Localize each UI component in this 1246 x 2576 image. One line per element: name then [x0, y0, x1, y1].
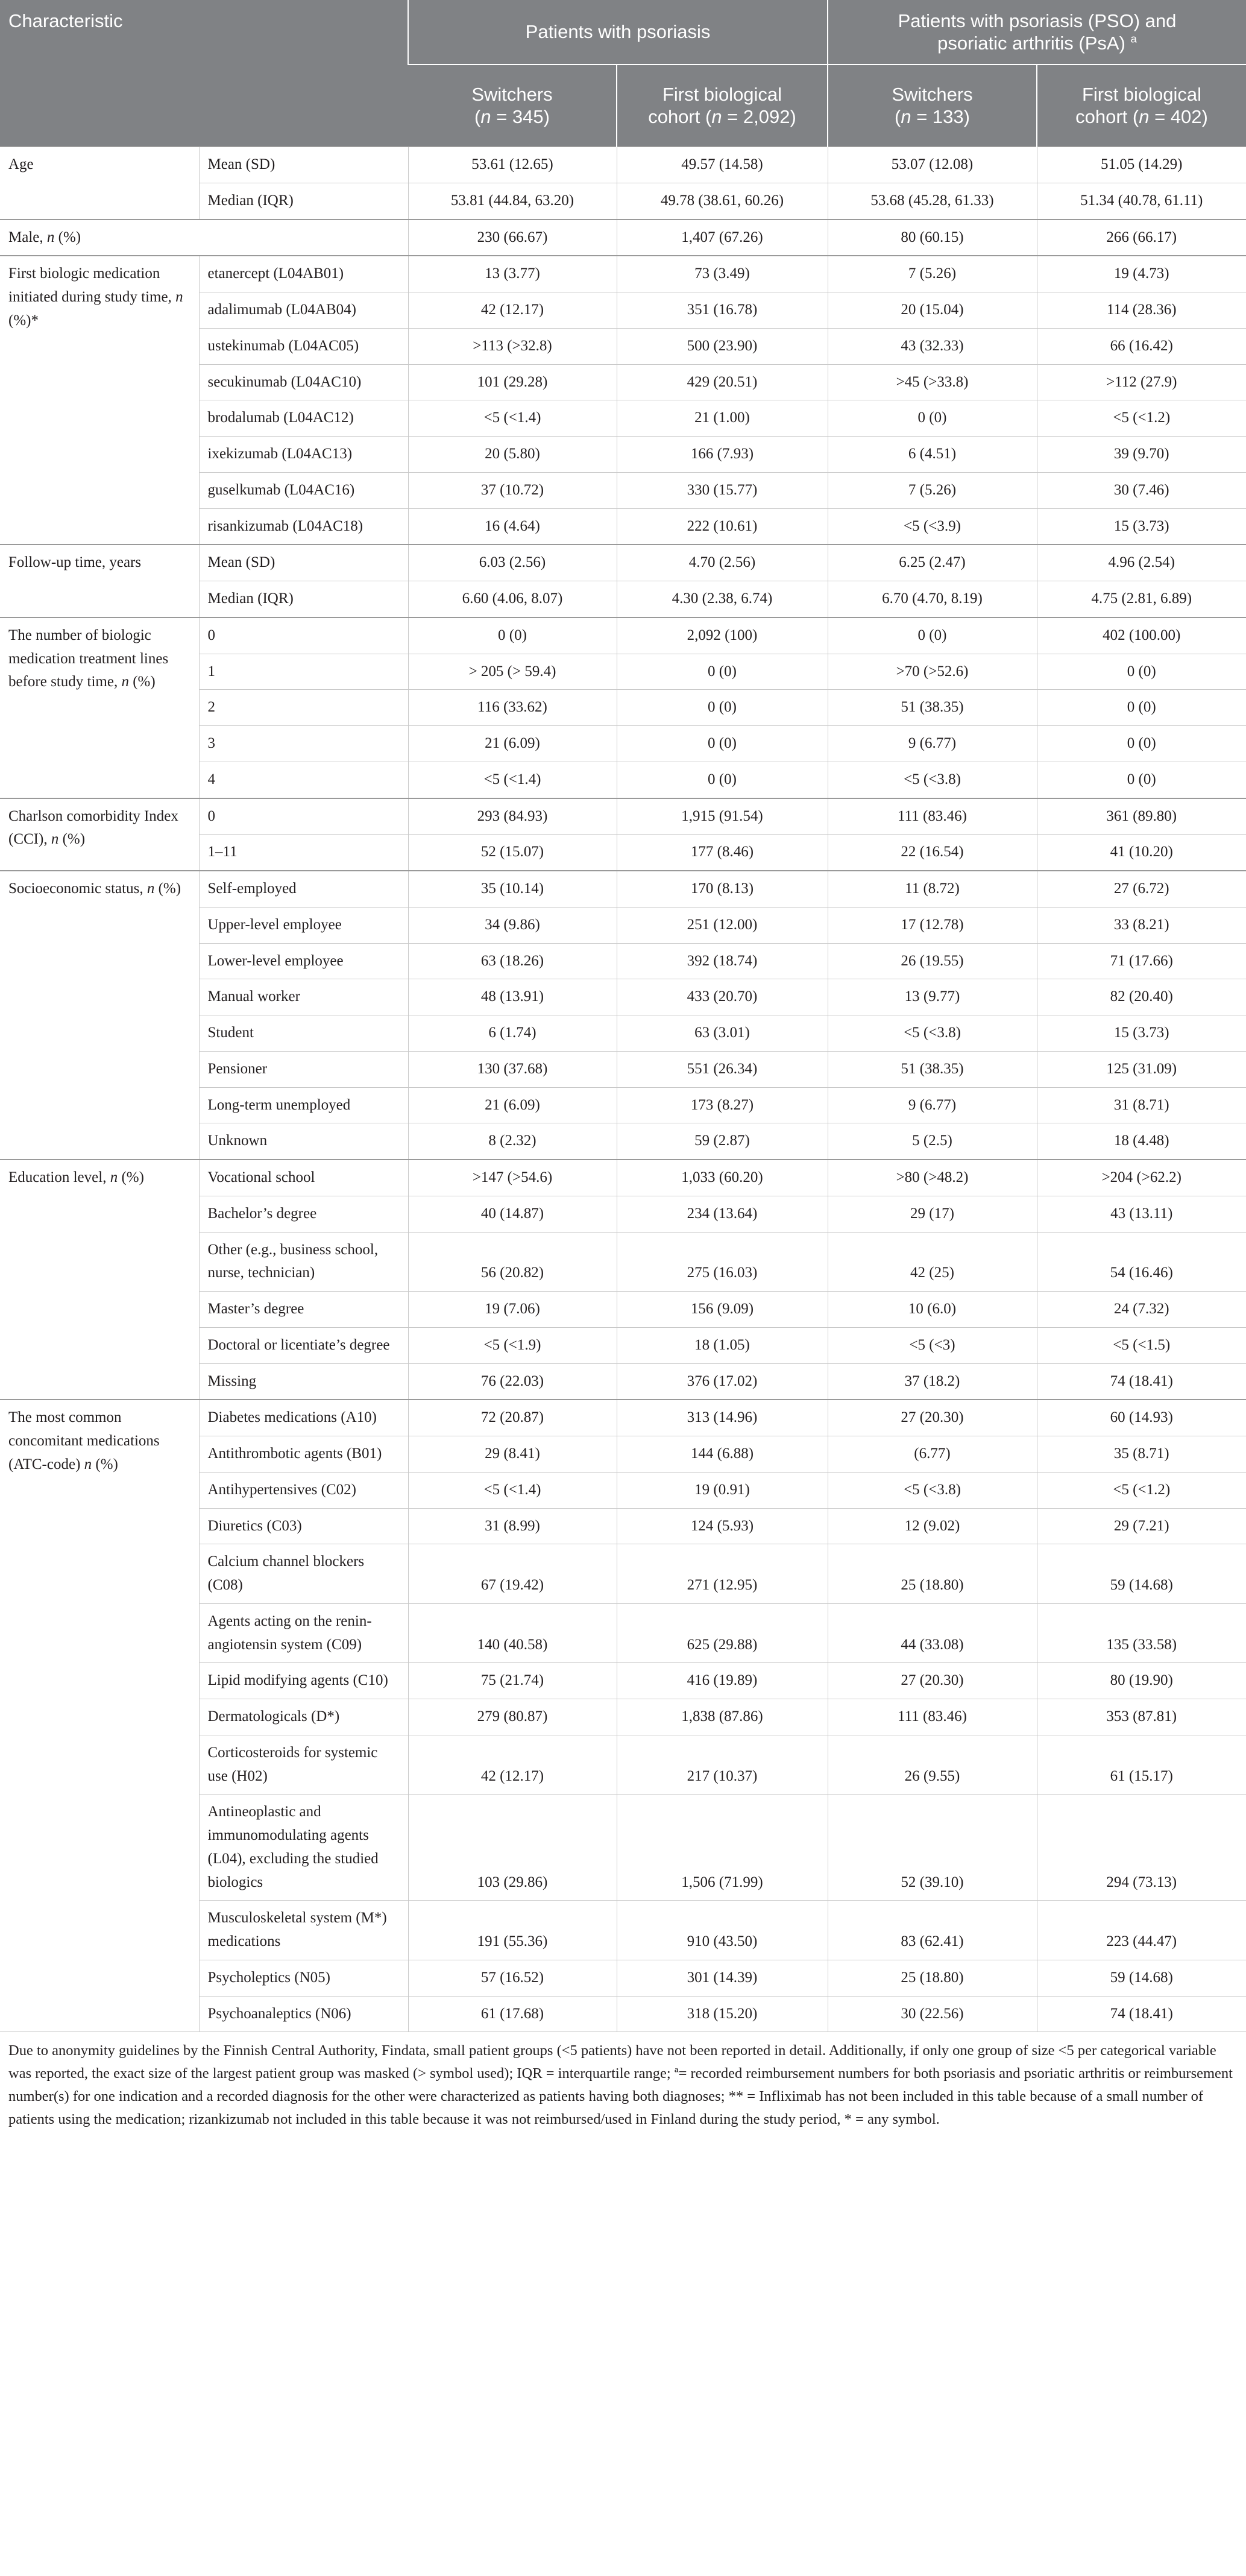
psa-first-bio-cell: <5 (<1.2) [1037, 400, 1246, 437]
psa-first-bio-cell: 19 (4.73) [1037, 256, 1246, 292]
psa-first-bio-cell: 33 (8.21) [1037, 907, 1246, 943]
subcategory-label: ixekizumab (L04AC13) [199, 437, 408, 473]
pso-switchers-cell: 116 (33.62) [408, 690, 617, 726]
psa-switchers-cell: 43 (32.33) [828, 328, 1037, 364]
psa-first-bio-cell: 51.05 (14.29) [1037, 147, 1246, 183]
pso-switchers-cell: <5 (<1.4) [408, 400, 617, 437]
pso-first-bio-cell: 376 (17.02) [617, 1363, 828, 1400]
pso-first-bio-cell: 625 (29.88) [617, 1603, 828, 1663]
characteristic-label: First biologic medication initiated during study time, n (%)* [0, 256, 199, 545]
psa-switchers-cell: 53.68 (45.28, 61.33) [828, 183, 1037, 219]
pso-switchers-cell: 53.61 (12.65) [408, 147, 617, 183]
header-pso-switchers: Switchers (n = 345) [408, 65, 617, 147]
psa-switchers-cell: 7 (5.26) [828, 472, 1037, 508]
pso-first-bio-cell: 0 (0) [617, 690, 828, 726]
psa-switchers-cell: >70 (>52.6) [828, 654, 1037, 690]
psa-switchers-cell: 25 (18.80) [828, 1544, 1037, 1604]
header-psa-first-bio [1037, 65, 1246, 147]
subcategory-label: Mean (SD) [199, 545, 408, 581]
subcategory-label: Antihypertensives (C02) [199, 1472, 408, 1508]
table-row [0, 1160, 1246, 1196]
psa-first-bio-cell: 74 (18.41) [1037, 1996, 1246, 2032]
psa-first-bio-cell: 66 (16.42) [1037, 328, 1246, 364]
psa-first-bio-cell: 4.96 (2.54) [1037, 545, 1246, 581]
subcategory-label: Other (e.g., business school, nurse, technician) [199, 1232, 408, 1292]
subcategory-label: ustekinumab (L04AC05) [199, 328, 408, 364]
characteristic-label: The most common concomitant medications (ATC-code) n (%) [0, 1400, 199, 2032]
subcategory-label: Long-term unemployed [199, 1087, 408, 1123]
subcategory-label: Vocational school [199, 1160, 408, 1196]
psa-first-bio-cell: 402 (100.00) [1037, 617, 1246, 654]
pso-first-bio-cell: 222 (10.61) [617, 508, 828, 545]
subcategory-label: 3 [199, 726, 408, 762]
subcategory-label: Median (IQR) [199, 183, 408, 219]
psa-first-bio-cell: 39 (9.70) [1037, 437, 1246, 473]
subcategory-label: risankizumab (L04AC18) [199, 508, 408, 545]
psa-switchers-cell: >80 (>48.2) [828, 1160, 1037, 1196]
psa-switchers-cell: 27 (20.30) [828, 1663, 1037, 1699]
psa-switchers-cell: (6.77) [828, 1436, 1037, 1473]
pso-first-bio-cell: 301 (14.39) [617, 1960, 828, 1996]
psa-first-bio-cell: 294 (73.13) [1037, 1795, 1246, 1901]
subcategory-label: Diuretics (C03) [199, 1508, 408, 1544]
pso-switchers-cell: 63 (18.26) [408, 943, 617, 979]
subcategory-label: Antineoplastic and immunomodulating agents (L04), excluding the studied biologics [199, 1795, 408, 1901]
pso-first-bio-cell: 49.78 (38.61, 60.26) [617, 183, 828, 219]
header-n-label: n [480, 106, 491, 127]
pso-switchers-cell: 61 (17.68) [408, 1996, 617, 2032]
header-psa-switchers: Switchers (n = 133) [828, 65, 1037, 147]
subcategory-label: Pensioner [199, 1051, 408, 1087]
pso-first-bio-cell: 0 (0) [617, 654, 828, 690]
psa-first-bio-cell: 4.75 (2.81, 6.89) [1037, 581, 1246, 617]
table-row [0, 617, 1246, 654]
psa-switchers-cell: 6.25 (2.47) [828, 545, 1037, 581]
header-pso-switchers-label: Switchers [471, 83, 553, 105]
psa-first-bio-cell: 82 (20.40) [1037, 979, 1246, 1015]
pso-switchers-cell: 48 (13.91) [408, 979, 617, 1015]
subcategory-label: Bachelor’s degree [199, 1196, 408, 1232]
characteristic-label: Follow-up time, years [0, 545, 199, 617]
header-psa-switchers-label: Switchers [892, 83, 973, 105]
psa-switchers-cell: 30 (22.56) [828, 1996, 1037, 2032]
pso-first-bio-cell: 318 (15.20) [617, 1996, 828, 2032]
pso-switchers-cell: 293 (84.93) [408, 798, 617, 835]
pso-switchers-cell: 101 (29.28) [408, 364, 617, 400]
header-pso-first-bio [617, 65, 828, 147]
table-row [0, 1400, 1246, 1436]
psa-first-bio-cell: 0 (0) [1037, 762, 1246, 798]
subcategory-label: Missing [199, 1363, 408, 1400]
pso-first-bio-cell: 217 (10.37) [617, 1735, 828, 1795]
pso-switchers-cell: 76 (22.03) [408, 1363, 617, 1400]
psa-first-bio-cell: 135 (33.58) [1037, 1603, 1246, 1663]
psa-switchers-cell: 51 (38.35) [828, 1051, 1037, 1087]
subcategory-label: 1–11 [199, 835, 408, 871]
subcategory-label: Master’s degree [199, 1292, 408, 1328]
psa-first-bio-cell: 61 (15.17) [1037, 1735, 1246, 1795]
header-group-psa-sup: a [1130, 32, 1137, 45]
pso-first-bio-cell: 0 (0) [617, 762, 828, 798]
pso-switchers-cell: 52 (15.07) [408, 835, 617, 871]
psa-switchers-cell: 17 (12.78) [828, 907, 1037, 943]
subcategory-label: 4 [199, 762, 408, 798]
pso-switchers-cell: 53.81 (44.84, 63.20) [408, 183, 617, 219]
pso-switchers-cell: >147 (>54.6) [408, 1160, 617, 1196]
subcategory-label: Doctoral or licentiate’s degree [199, 1327, 408, 1363]
pso-switchers-cell: 37 (10.72) [408, 472, 617, 508]
subcategory-label: etanercept (L04AB01) [199, 256, 408, 292]
header-group-psa-line2: psoriatic arthritis (PsA) [937, 33, 1125, 54]
pso-first-bio-cell: 18 (1.05) [617, 1327, 828, 1363]
psa-first-bio-cell: 54 (16.46) [1037, 1232, 1246, 1292]
psa-switchers-cell: 111 (83.46) [828, 1699, 1037, 1735]
psa-switchers-cell: 0 (0) [828, 400, 1037, 437]
psa-first-bio-cell: 59 (14.68) [1037, 1960, 1246, 1996]
psa-first-bio-cell: 27 (6.72) [1037, 871, 1246, 907]
pso-switchers-cell: 13 (3.77) [408, 256, 617, 292]
psa-first-bio-cell: 43 (13.11) [1037, 1196, 1246, 1232]
psa-first-bio-cell: <5 (<1.2) [1037, 1472, 1246, 1508]
psa-switchers-cell: 0 (0) [828, 617, 1037, 654]
subcategory-label: 0 [199, 798, 408, 835]
psa-first-bio-cell: 51.34 (40.78, 61.11) [1037, 183, 1246, 219]
psa-first-bio-cell: 60 (14.93) [1037, 1400, 1246, 1436]
pso-switchers-cell: 20 (5.80) [408, 437, 617, 473]
pso-switchers-cell: 130 (37.68) [408, 1051, 617, 1087]
psa-first-bio-cell: 71 (17.66) [1037, 943, 1246, 979]
header-group-psa-line1: Patients with psoriasis (PSO) and [898, 10, 1177, 31]
pso-switchers-cell: 72 (20.87) [408, 1400, 617, 1436]
pso-switchers-cell: >113 (>32.8) [408, 328, 617, 364]
subcategory-label: 0 [199, 617, 408, 654]
table-row [0, 147, 1246, 183]
subcategory-label: Median (IQR) [199, 581, 408, 617]
psa-first-bio-cell: 0 (0) [1037, 726, 1246, 762]
pso-switchers-cell: 191 (55.36) [408, 1901, 617, 1960]
subcategory-label: Lipid modifying agents (C10) [199, 1663, 408, 1699]
pso-switchers-cell: 40 (14.87) [408, 1196, 617, 1232]
header-group-psoriasis-psa [828, 0, 1246, 65]
subcategory-label: 1 [199, 654, 408, 690]
subcategory-label: Unknown [199, 1123, 408, 1160]
pso-first-bio-cell: 1,915 (91.54) [617, 798, 828, 835]
psa-first-bio-cell: 266 (66.17) [1037, 219, 1246, 256]
pso-first-bio-cell: 63 (3.01) [617, 1015, 828, 1052]
psa-first-bio-cell: 15 (3.73) [1037, 1015, 1246, 1052]
psa-switchers-cell: 10 (6.0) [828, 1292, 1037, 1328]
psa-first-bio-cell: 74 (18.41) [1037, 1363, 1246, 1400]
psa-first-bio-cell: 80 (19.90) [1037, 1663, 1246, 1699]
table-row [0, 256, 1246, 292]
pso-first-bio-cell: 4.70 (2.56) [617, 545, 828, 581]
header-first-bio-line2: cohort ( [1075, 106, 1139, 127]
psa-first-bio-cell: 41 (10.20) [1037, 835, 1246, 871]
subcategory-label: brodalumab (L04AC12) [199, 400, 408, 437]
pso-switchers-cell: 6.60 (4.06, 8.07) [408, 581, 617, 617]
pso-switchers-cell: 8 (2.32) [408, 1123, 617, 1160]
pso-switchers-cell: 35 (10.14) [408, 871, 617, 907]
pso-first-bio-cell: 0 (0) [617, 726, 828, 762]
header-first-bio-line1: First biological [662, 83, 782, 105]
psa-first-bio-cell: >112 (27.9) [1037, 364, 1246, 400]
characteristic-label: Age [0, 147, 199, 219]
header-group-psoriasis: Patients with psoriasis [408, 0, 828, 65]
pso-first-bio-cell: 1,033 (60.20) [617, 1160, 828, 1196]
header-n-label: n [711, 106, 722, 127]
pso-switchers-cell: 57 (16.52) [408, 1960, 617, 1996]
psa-switchers-cell: <5 (<3.8) [828, 1015, 1037, 1052]
pso-switchers-cell: 0 (0) [408, 617, 617, 654]
header-psa-switchers-n: = 133) [911, 106, 970, 127]
subcategory-label: Mean (SD) [199, 147, 408, 183]
pso-first-bio-cell: 49.57 (14.58) [617, 147, 828, 183]
pso-first-bio-cell: 392 (18.74) [617, 943, 828, 979]
psa-switchers-cell: 7 (5.26) [828, 256, 1037, 292]
pso-first-bio-cell: 433 (20.70) [617, 979, 828, 1015]
psa-first-bio-cell: 114 (28.36) [1037, 292, 1246, 329]
psa-switchers-cell: 12 (9.02) [828, 1508, 1037, 1544]
header-first-bio-line1: First biological [1081, 83, 1202, 105]
psa-switchers-cell: 6.70 (4.70, 8.19) [828, 581, 1037, 617]
pso-first-bio-cell: 59 (2.87) [617, 1123, 828, 1160]
table-footnote: Due to anonymity guidelines by the Finnish Central Authority, Findata, small patient groups (<5 patients) have not been reported in detail. Additionally, if only one group of size <5 per categorical variable was reported, the exact size of the largest patient group was masked (> symbol used); IQR = interquartile range; ª= recorded reimbursement numbers for both psoriasis and psoriatic arthritis or reimbursement number(s) for one indication and a recorded diagnosis for the other were characterized as patients having both diagnoses; ** = Infliximab has not been included in this table because of a small number of patients using the medication; rizankizumab not included in this table because it was not reimbursed/used in Finland during the study period, * = any symbol. [8, 2042, 1233, 2128]
psa-switchers-cell: <5 (<3.9) [828, 508, 1037, 545]
psa-switchers-cell: 13 (9.77) [828, 979, 1037, 1015]
pso-switchers-cell: <5 (<1.4) [408, 1472, 617, 1508]
header-pso-first-n: = 2,092) [722, 106, 796, 127]
psa-switchers-cell: 11 (8.72) [828, 871, 1037, 907]
pso-switchers-cell: 56 (20.82) [408, 1232, 617, 1292]
psa-switchers-cell: <5 (<3.8) [828, 1472, 1037, 1508]
table-row [0, 545, 1246, 581]
characteristic-label: Socioeconomic status, n (%) [0, 871, 199, 1160]
pso-first-bio-cell: 271 (12.95) [617, 1544, 828, 1604]
pso-first-bio-cell: 170 (8.13) [617, 871, 828, 907]
psa-first-bio-cell: 223 (44.47) [1037, 1901, 1246, 1960]
pso-first-bio-cell: 1,838 (87.86) [617, 1699, 828, 1735]
psa-first-bio-cell: 30 (7.46) [1037, 472, 1246, 508]
subcategory-label: guselkumab (L04AC16) [199, 472, 408, 508]
header-psa-first-n: = 402) [1149, 106, 1208, 127]
subcategory-label: Psycholeptics (N05) [199, 1960, 408, 1996]
header-n-label: n [901, 106, 911, 127]
psa-switchers-cell: 42 (25) [828, 1232, 1037, 1292]
psa-switchers-cell: 80 (60.15) [828, 219, 1037, 256]
subcategory-label: Lower-level employee [199, 943, 408, 979]
psa-switchers-cell: 26 (9.55) [828, 1735, 1037, 1795]
pso-first-bio-cell: 2,092 (100) [617, 617, 828, 654]
psa-switchers-cell: <5 (<3) [828, 1327, 1037, 1363]
pso-first-bio-cell: 313 (14.96) [617, 1400, 828, 1436]
pso-switchers-cell: 140 (40.58) [408, 1603, 617, 1663]
psa-switchers-cell: 53.07 (12.08) [828, 147, 1037, 183]
pso-first-bio-cell: 416 (19.89) [617, 1663, 828, 1699]
subcategory-label: Diabetes medications (A10) [199, 1400, 408, 1436]
pso-first-bio-cell: 166 (7.93) [617, 437, 828, 473]
characteristic-label: Charlson comorbidity Index (CCI), n (%) [0, 798, 199, 871]
pso-first-bio-cell: 173 (8.27) [617, 1087, 828, 1123]
pso-first-bio-cell: 1,506 (71.99) [617, 1795, 828, 1901]
pso-first-bio-cell: 144 (6.88) [617, 1436, 828, 1473]
psa-switchers-cell: 52 (39.10) [828, 1795, 1037, 1901]
psa-first-bio-cell: 35 (8.71) [1037, 1436, 1246, 1473]
subcategory-label: Antithrombotic agents (B01) [199, 1436, 408, 1473]
pso-switchers-cell: 75 (21.74) [408, 1663, 617, 1699]
header-n-label: n [1139, 106, 1150, 127]
pso-first-bio-cell: 4.30 (2.38, 6.74) [617, 581, 828, 617]
pso-switchers-cell: 103 (29.86) [408, 1795, 617, 1901]
psa-first-bio-cell: 29 (7.21) [1037, 1508, 1246, 1544]
subcategory-label: Upper-level employee [199, 907, 408, 943]
psa-first-bio-cell: 353 (87.81) [1037, 1699, 1246, 1735]
psa-first-bio-cell: 31 (8.71) [1037, 1087, 1246, 1123]
characteristic-label: The number of biologic medication treatment lines before study time, n (%) [0, 617, 199, 798]
psa-switchers-cell: 20 (15.04) [828, 292, 1037, 329]
pso-switchers-cell: 42 (12.17) [408, 292, 617, 329]
pso-switchers-cell: 16 (4.64) [408, 508, 617, 545]
subcategory-label: Agents acting on the renin-angiotensin system (C09) [199, 1603, 408, 1663]
subcategory-label: Dermatologicals (D*) [199, 1699, 408, 1735]
header-characteristic: Characteristic [0, 0, 408, 147]
pso-switchers-cell: 21 (6.09) [408, 1087, 617, 1123]
pso-switchers-cell: 6 (1.74) [408, 1015, 617, 1052]
pso-first-bio-cell: 156 (9.09) [617, 1292, 828, 1328]
pso-switchers-cell: 230 (66.67) [408, 219, 617, 256]
psa-switchers-cell: 25 (18.80) [828, 1960, 1037, 1996]
psa-first-bio-cell: 15 (3.73) [1037, 508, 1246, 545]
subcategory-label: secukinumab (L04AC10) [199, 364, 408, 400]
subcategory-label: 2 [199, 690, 408, 726]
psa-switchers-cell: 5 (2.5) [828, 1123, 1037, 1160]
table-row [0, 219, 1246, 256]
psa-switchers-cell: 51 (38.35) [828, 690, 1037, 726]
table-body [0, 147, 1246, 2032]
psa-switchers-cell: 6 (4.51) [828, 437, 1037, 473]
characteristic-label: Male, n (%) [0, 219, 408, 256]
pso-switchers-cell: 21 (6.09) [408, 726, 617, 762]
subcategory-label: Musculoskeletal system (M*) medications [199, 1901, 408, 1960]
psa-switchers-cell: 9 (6.77) [828, 1087, 1037, 1123]
psa-switchers-cell: 83 (62.41) [828, 1901, 1037, 1960]
psa-first-bio-cell: 59 (14.68) [1037, 1544, 1246, 1604]
pso-first-bio-cell: 1,407 (67.26) [617, 219, 828, 256]
pso-first-bio-cell: 351 (16.78) [617, 292, 828, 329]
pso-first-bio-cell: 910 (43.50) [617, 1901, 828, 1960]
pso-first-bio-cell: 429 (20.51) [617, 364, 828, 400]
psa-switchers-cell: 29 (17) [828, 1196, 1037, 1232]
pso-switchers-cell: 31 (8.99) [408, 1508, 617, 1544]
pso-switchers-cell: 29 (8.41) [408, 1436, 617, 1473]
psa-switchers-cell: 9 (6.77) [828, 726, 1037, 762]
pso-first-bio-cell: 21 (1.00) [617, 400, 828, 437]
psa-switchers-cell: 27 (20.30) [828, 1400, 1037, 1436]
table-row [0, 798, 1246, 835]
pso-switchers-cell: 6.03 (2.56) [408, 545, 617, 581]
psa-first-bio-cell: 24 (7.32) [1037, 1292, 1246, 1328]
subcategory-label: adalimumab (L04AB04) [199, 292, 408, 329]
pso-switchers-cell: 42 (12.17) [408, 1735, 617, 1795]
subcategory-label: Self-employed [199, 871, 408, 907]
pso-switchers-cell: <5 (<1.4) [408, 762, 617, 798]
pso-switchers-cell: 19 (7.06) [408, 1292, 617, 1328]
subcategory-label: Calcium channel blockers (C08) [199, 1544, 408, 1604]
subcategory-label: Manual worker [199, 979, 408, 1015]
psa-first-bio-cell: 125 (31.09) [1037, 1051, 1246, 1087]
psa-first-bio-cell: 18 (4.48) [1037, 1123, 1246, 1160]
pso-switchers-cell: <5 (<1.9) [408, 1327, 617, 1363]
header-first-bio-line2: cohort ( [648, 106, 712, 127]
pso-switchers-cell: 67 (19.42) [408, 1544, 617, 1604]
subcategory-label: Student [199, 1015, 408, 1052]
psa-first-bio-cell: 361 (89.80) [1037, 798, 1246, 835]
psa-switchers-cell: >45 (>33.8) [828, 364, 1037, 400]
pso-switchers-cell: 279 (80.87) [408, 1699, 617, 1735]
pso-first-bio-cell: 73 (3.49) [617, 256, 828, 292]
pso-first-bio-cell: 124 (5.93) [617, 1508, 828, 1544]
pso-first-bio-cell: 234 (13.64) [617, 1196, 828, 1232]
psa-first-bio-cell: >204 (>62.2) [1037, 1160, 1246, 1196]
pso-first-bio-cell: 551 (26.34) [617, 1051, 828, 1087]
characteristic-label: Education level, n (%) [0, 1160, 199, 1400]
psa-switchers-cell: <5 (<3.8) [828, 762, 1037, 798]
subcategory-label: Corticosteroids for systemic use (H02) [199, 1735, 408, 1795]
psa-switchers-cell: 44 (33.08) [828, 1603, 1037, 1663]
pso-first-bio-cell: 177 (8.46) [617, 835, 828, 871]
pso-switchers-cell: > 205 (> 59.4) [408, 654, 617, 690]
pso-first-bio-cell: 275 (16.03) [617, 1232, 828, 1292]
pso-first-bio-cell: 19 (0.91) [617, 1472, 828, 1508]
psa-switchers-cell: 26 (19.55) [828, 943, 1037, 979]
pso-first-bio-cell: 330 (15.77) [617, 472, 828, 508]
psa-switchers-cell: 111 (83.46) [828, 798, 1037, 835]
table-row [0, 871, 1246, 907]
pso-switchers-cell: 34 (9.86) [408, 907, 617, 943]
psa-first-bio-cell: 0 (0) [1037, 654, 1246, 690]
psa-switchers-cell: 22 (16.54) [828, 835, 1037, 871]
psa-first-bio-cell: <5 (<1.5) [1037, 1327, 1246, 1363]
psa-switchers-cell: 37 (18.2) [828, 1363, 1037, 1400]
psa-first-bio-cell: 0 (0) [1037, 690, 1246, 726]
subcategory-label: Psychoanaleptics (N06) [199, 1996, 408, 2032]
pso-first-bio-cell: 500 (23.90) [617, 328, 828, 364]
pso-first-bio-cell: 251 (12.00) [617, 907, 828, 943]
header-pso-switchers-n: = 345) [491, 106, 550, 127]
